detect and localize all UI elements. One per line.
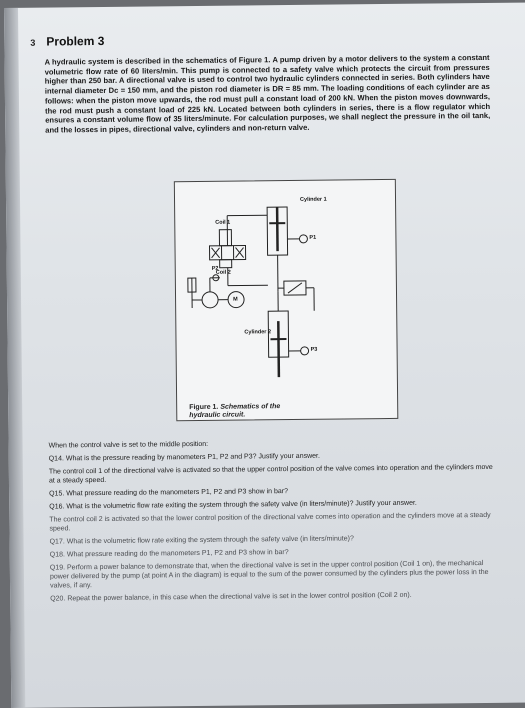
label-cylinder-2: Cylinder 2	[244, 329, 271, 335]
manometer-p3	[301, 347, 309, 355]
problem-title: Problem 3	[46, 34, 104, 49]
question-16: Q16. What is the volumetric flow rate exiting the system through the safety valve (in liters/minute)? Justify your answer.	[49, 498, 494, 512]
question-15: Q15. What pressure reading do the manometers P1, P2 and P3 show in bar?	[49, 485, 494, 499]
pump	[202, 292, 218, 308]
problem-number: 3	[30, 38, 35, 48]
problem-intro: A hydraulic system is described in the schematics of Figure 1. A pump driven by a motor delivers to the system a constant volumetric flow rate of 60 liters/min. This pump is connected to a safety valve which protects the circuit from pressures higher than 250 bar. A directional valve is used to control two hydraulic cylinders connected in series. Both cylinders have internal diameter Dc = 150 mm, and the piston rod diameter is DR = 85 mm. The loading conditions of each cylinder are as follows: when the piston move upwards, the rod must pull a constant load of 200 kN. When the piston moves downwards, the rod must push a constant load of 225 kN. Located between both cylinders in series, there is a flow regulator which ensures a constant volume flow of 35 liters/minute. For calculation purposes, we shall neglect the pressure in the oil tank, and the losses in pipes, directional valve, cylinders and non-return valve.	[45, 53, 491, 135]
document-page	[4, 2, 525, 708]
coil-2-intro: The control coil 2 is activated so that the lower control position of the directional valve comes into operation and the cylinders move at a steady speed.	[49, 511, 494, 534]
question-14: Q14. What is the pressure reading by manometers P1, P2 and P3? Justify your answer.	[49, 450, 494, 464]
label-motor: M	[233, 297, 238, 303]
question-19: Q19. Perform a power balance to demonstrate that, when the directional valve is set in the upper control position (Coil 1 on), the mechanical power delivered by the pump (at point A in the diagram) is equal to the sum of the power consumed by the cylinders plus the power loss in the valves, if any.	[50, 559, 495, 591]
label-coil-2: Coil 2	[216, 270, 231, 276]
middle-position-intro: When the control valve is set to the middle position:	[49, 437, 494, 451]
hydraulic-schematic-figure	[174, 179, 399, 421]
binder-edge	[4, 8, 25, 708]
questions-section	[49, 437, 496, 608]
label-p2: P2	[212, 266, 219, 272]
figure-caption-text: Schematics of the hydraulic circuit.	[189, 403, 280, 419]
cylinder-2-rod	[278, 321, 279, 377]
label-coil-1: Coil 1	[215, 220, 230, 226]
manometer-p1	[299, 235, 307, 243]
valve-coil-2	[220, 260, 232, 268]
coil-1-intro: The control coil 1 of the directional valve is activated so that the upper control position of the valve comes into operation and the cylinders move at a steady speed.	[49, 463, 494, 486]
question-17: Q17. What is the volumetric flow rate exiting the system through the safety valve (in liters/minute)?	[50, 533, 495, 547]
label-p1: P1	[309, 235, 316, 241]
question-18: Q18. What pressure reading do the manometers P1, P2 and P3 show in bar?	[50, 546, 495, 560]
figure-caption-lead: Figure 1.	[189, 404, 218, 411]
valve-coil-1	[219, 230, 231, 246]
label-cylinder-1: Cylinder 1	[300, 197, 327, 203]
question-20: Q20. Repeat the power balance, in this case when the directional valve is set in the lower control position (Coil 2 on).	[50, 590, 495, 604]
figure-caption	[189, 403, 299, 420]
schematic-drawing	[175, 180, 397, 420]
label-p3: P3	[311, 347, 318, 353]
